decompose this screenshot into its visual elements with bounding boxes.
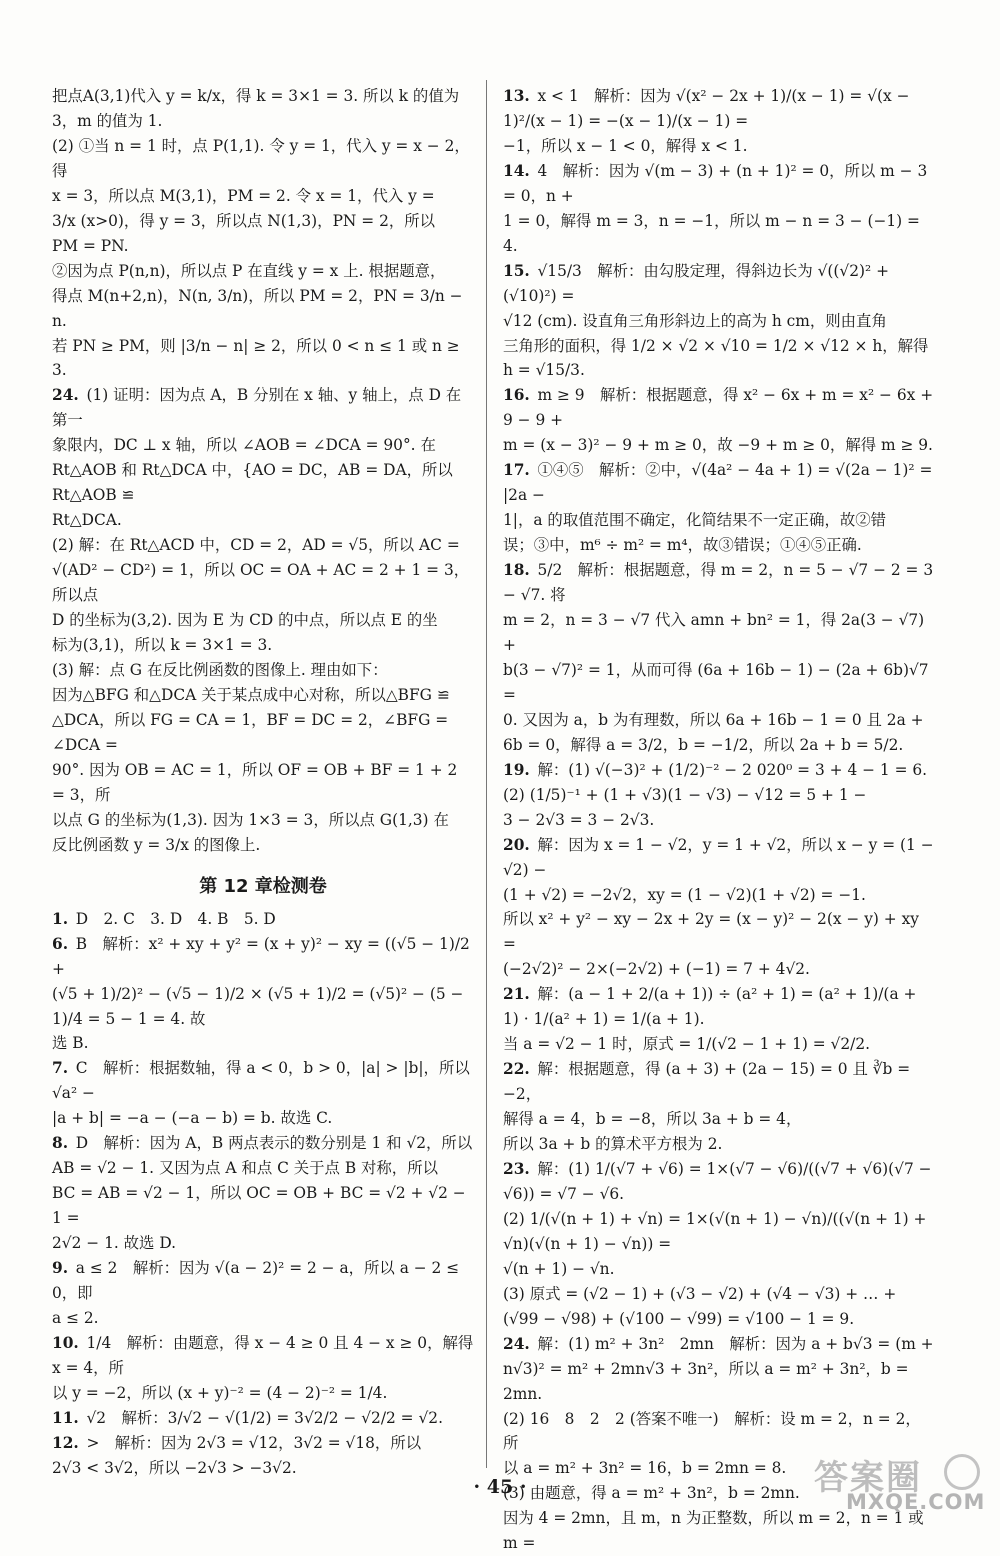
item-text: 5/2 解析：根据题意，得 m = 2，n = 5 − √7 − 2 = 3 − √7. 将 — [503, 561, 934, 605]
left-column — [52, 84, 474, 1481]
item-number: 21. — [503, 985, 530, 1004]
watermark-badge-icon — [944, 1454, 980, 1490]
text-line: h = √15/3. — [503, 361, 585, 380]
text-line: 标为(3,1)，所以 k = 3×1 = 3. — [52, 635, 273, 654]
item-text: 1/4 解析：由题意，得 x − 4 ≥ 0 且 4 − x ≥ 0，解得 x = 4，所 — [52, 1333, 474, 1377]
item-text: √2 解析：3/√2 − √(1/2) = 3√2/2 − √2/2 = √2. — [86, 1408, 443, 1427]
answer-item — [503, 259, 935, 309]
text-line: 1 = 0，解得 m = 3，n = −1，所以 m − n = 3 − (−1) = 4. — [503, 211, 920, 255]
item-number: 10. — [52, 1333, 79, 1352]
text-line: 因为 4 = 2mn，且 m，n 为正整数，所以 m = 2，n = 1 或 m = — [503, 1509, 924, 1553]
text-line: −1，所以 x − 1 < 0，解得 x < 1. — [503, 136, 748, 155]
answer-item — [52, 1331, 474, 1381]
text-line: 所以 x² + y² − xy − 2x + 2y = (x − y)² − 2(x − y) + xy = — [503, 910, 919, 954]
item-text: C 解析：根据数轴，得 a < 0，b > 0，|a| > |b|，所以 √a² − — [52, 1059, 470, 1103]
item-text: x < 1 解析：因为 √(x² − 2x + 1)/(x − 1) = √(x − 1)²/(x − 1) = −(x − 1)/(x − 1) = — [503, 87, 910, 130]
text-line: 3，m 的值为 1. — [52, 111, 163, 130]
answer-item — [52, 1131, 474, 1156]
item-number: 22. — [503, 1060, 530, 1079]
item-number: 12. — [52, 1433, 79, 1452]
text-line: D 的坐标为(3,2). 因为 E 为 CD 的中点，所以点 E 的坐 — [52, 611, 438, 630]
text-line: BC = AB = √2 − 1，所以 OC = OB + BC = √2 + √2 − 1 = — [52, 1184, 466, 1228]
text-line: m = 2，n = 3 − √7 代入 amn + bn² = 1，得 2a(3 − √7) + — [503, 611, 925, 654]
item-text: a ≤ 2 解析：因为 √(a − 2)² = 2 − a，所以 a − 2 ≤ 0，即 — [52, 1259, 460, 1302]
item-text: 解：因为 x = 1 − √2，y = 1 + √2，所以 x − y = (1 − √2) − — [503, 835, 934, 879]
text-line: ②因为点 P(n,n)，所以点 P 在直线 y = x 上. 根据题意， — [52, 261, 446, 280]
item-number: 13. — [503, 87, 530, 105]
text-line: (3) 解：点 G 在反比例函数的图像上. 理由如下： — [52, 660, 388, 679]
item-number: 17. — [503, 461, 530, 480]
answer-item — [503, 383, 935, 433]
answer-item — [503, 833, 935, 883]
text-line: 6b = 0，解得 a = 3/2，b = −1/2，所以 2a + b = 5/2. — [503, 735, 904, 754]
item-number: 16. — [503, 386, 530, 405]
item-number: 24. — [503, 1334, 530, 1353]
item-number: 6. — [52, 934, 69, 953]
item-text: > 解析：因为 2√3 = √12，3√2 = √18，所以 — [86, 1433, 422, 1452]
answer-item — [503, 458, 935, 508]
item-text: √15/3 解析：由勾股定理，得斜边长为 √((√2)² + (√10)²) = — [503, 261, 889, 305]
site-watermark — [806, 1450, 996, 1520]
text-line: 象限内，DC ⊥ x 轴，所以 ∠AOB = ∠DCA = 90°. 在 — [52, 436, 436, 455]
text-line: (2) 解：在 Rt△ACD 中，CD = 2，AD = √5，所以 AC = — [52, 536, 460, 555]
text-line: 当 a = √2 − 1 时，原式 = 1/(√2 − 1 + 1) = √2/2. — [503, 1035, 871, 1054]
item-text: 4 解析：因为 √(m − 3) + (n + 1)² = 0，所以 m − 3 = 0，n + — [503, 161, 928, 205]
item-text: B 解析：x² + xy + y² = (x + y)² − xy = ((√5 − 1)/2 + — [52, 934, 470, 978]
watermark-logo-text: 答案圈 — [814, 1458, 922, 1498]
text-line: 若 PN ≥ PM，则 |3/n − n| ≥ 2，所以 0 < n ≤ 1 或 n ≥ 3. — [52, 336, 460, 380]
text-line: b(3 − √7)² = 1，从而可得 (6a + 16b − 1) − (2a + 6b)√7 = — [503, 660, 929, 704]
item-number: 7. — [52, 1059, 69, 1078]
answer-item — [503, 1057, 935, 1107]
text-line: (2) 16 8 2 2 (答案不唯一) 解析：设 m = 2，n = 2，所 — [503, 1409, 921, 1453]
answer-item — [52, 907, 474, 932]
answer-item — [52, 1406, 474, 1431]
item-text: 解：(1) 1/(√7 + √6) = 1×(√7 − √6)/((√7 + √6)(√7 − √6)) = √7 − √6. — [503, 1159, 932, 1203]
answer-item — [52, 383, 474, 433]
item-text: ①④⑤ 解析：②中，√(4a² − 4a + 1) = √(2a − 1)² = |2a − — [503, 461, 933, 505]
item-number: 9. — [52, 1259, 69, 1278]
text-line: (√5 + 1)/2)² − (√5 − 1)/2 × (√5 + 1)/2 = (√5)² − (5 − 1)/4 = 5 − 1 = 4. 故 — [52, 984, 464, 1028]
item-number: 11. — [52, 1408, 79, 1427]
answer-item — [503, 1157, 935, 1207]
answer-item — [52, 1056, 474, 1106]
text-line: 90°. 因为 OB = AC = 1，所以 OF = OB + BF = 1 + 2 = 3，所 — [52, 760, 458, 804]
answer-item — [503, 758, 935, 783]
text-line: 1|，a 的取值范围不确定，化简结果不一定正确，故②错 — [503, 511, 887, 530]
item-text: 解：根据题意，得 (a + 3) + (2a − 15) = 0 且 ∛b = −2， — [503, 1060, 911, 1104]
text-line: 所以 3a + b 的算术平方根为 2. — [503, 1135, 723, 1154]
text-line: x = 3，所以点 M(3,1)，PM = 2. 令 x = 1，代入 y = — [52, 186, 435, 205]
answer-item — [52, 1256, 474, 1306]
item-number: 18. — [503, 561, 530, 580]
text-line: △DCA，所以 FG = CA = 1，BF = DC = 2，∠BFG = ∠DCA = — [52, 710, 449, 754]
item-number: 1. — [52, 909, 69, 928]
answer-item — [503, 84, 935, 134]
answer-item — [52, 932, 474, 982]
text-line: Rt△AOB 和 Rt△DCA 中，{AO = DC，AB = DA，所以 Rt△AOB ≌ — [52, 461, 453, 505]
text-line: (3) 由题意，得 a = m² + 3n²，b = 2mn. — [503, 1484, 800, 1503]
section-title: 第 12 章检测卷 — [199, 875, 327, 897]
text-line: 三角形的面积，得 1/2 × √2 × √10 = 1/2 × √12 × h，解得 — [503, 336, 929, 355]
item-text: m ≥ 9 解析：根据题意，得 x² − 6x + m = x² − 6x + 9 − 9 + — [503, 386, 934, 430]
item-text: D 解析：因为 A，B 两点表示的数分别是 1 和 √2，所以 — [75, 1134, 473, 1153]
text-line: 2√3 < 3√2，所以 −2√3 > −3√2. — [52, 1458, 297, 1477]
text-line: |a + b| = −a − (−a − b) = b. 故选 C. — [52, 1109, 333, 1128]
text-line: 3/x (x>0)，得 y = 3，所以点 N(1,3)，PN = 2，所以 — [52, 211, 436, 230]
item-number: 23. — [503, 1159, 530, 1178]
answer-item — [503, 982, 935, 1032]
answer-item — [503, 159, 935, 209]
right-column — [503, 84, 935, 1556]
text-line: 选 B. — [52, 1034, 89, 1053]
text-line: (3) 原式 = (√2 − 1) + (√3 − √2) + (√4 − √3) + … + — [503, 1284, 897, 1303]
text-line: 误；③中，m⁶ ÷ m² = m⁴，故③错误；①④⑤正确. — [503, 536, 862, 555]
page-number: · 45 · — [473, 1476, 527, 1498]
text-line: 3 − 2√3 = 3 − 2√3. — [503, 810, 655, 829]
text-line: √12 (cm). 设直角三角形斜边上的高为 h cm，则由直角 — [503, 311, 887, 330]
text-line: √(n + 1) − √n. — [503, 1259, 615, 1278]
item-number: 15. — [503, 261, 530, 280]
item-number: 24. — [52, 386, 79, 405]
text-line: 以点 G 的坐标为(1,3). 因为 1×3 = 3，所以点 G(1,3) 在 — [52, 810, 449, 829]
text-line: 以 y = −2，所以 (x + y)⁻² = (4 − 2)⁻² = 1/4. — [52, 1383, 388, 1402]
item-text: D 2. C 3. D 4. B 5. D — [75, 909, 276, 928]
text-line: AB = √2 − 1. 又因为点 A 和点 C 关于点 B 对称，所以 — [52, 1159, 438, 1178]
item-number: 8. — [52, 1134, 69, 1153]
text-line: 得点 M(n+2,n)，N(n, 3/n)，所以 PM = 2，PN = 3/n − n. — [52, 286, 463, 330]
item-text: 解：(1) √(−3)² + (1/2)⁻² − 2 020⁰ = 3 + 4 − 1 = 6. — [537, 760, 928, 779]
text-line: Rt△DCA. — [52, 511, 122, 530]
text-line: (1 + √2) = −2√2，xy = (1 − √2)(1 + √2) = −1. — [503, 885, 866, 904]
item-number: 20. — [503, 835, 530, 854]
text-line: 反比例函数 y = 3/x 的图像上. — [52, 835, 261, 854]
item-number: 19. — [503, 760, 530, 779]
item-text: 解：(a − 1 + 2/(a + 1)) ÷ (a² + 1) = (a² + 1)/(a + 1) · 1/(a² + 1) = 1/(a + 1). — [503, 985, 917, 1029]
text-line: (2) (1/5)⁻¹ + (1 + √3)(1 − √3) − √12 = 5 + 1 − — [503, 785, 867, 804]
column-divider — [486, 80, 487, 1468]
text-line: 0. 又因为 a，b 为有理数，所以 6a + 16b − 1 = 0 且 2a + — [503, 710, 924, 729]
text-line: PM = PN. — [52, 236, 129, 255]
item-text: (1) 证明：因为点 A，B 分别在 x 轴、y 轴上，点 D 在第一 — [52, 386, 462, 430]
answer-item — [52, 1431, 474, 1456]
text-line: 2√2 − 1. 故选 D. — [52, 1234, 177, 1253]
watermark-url: MXQE.COM — [846, 1490, 986, 1514]
answer-item — [503, 558, 935, 608]
item-text: 解：(1) m² + 3n² 2mn 解析：因为 a + b√3 = (m + — [537, 1334, 934, 1353]
text-line: n√3)² = m² + 2mn√3 + 3n²，所以 a = m² + 3n²，b = 2mn. — [503, 1359, 909, 1403]
text-line: 把点A(3,1)代入 y = k/x，得 k = 3×1 = 3. 所以 k 的值为 — [52, 87, 460, 105]
text-line: 解得 a = 4，b = −8，所以 3a + b = 4， — [503, 1110, 802, 1129]
text-line: (√99 − √98) + (√100 − √99) = √100 − 1 = 9. — [503, 1309, 855, 1328]
text-line: (2) ①当 n = 1 时，点 P(1,1). 令 y = 1，代入 y = x − 2，得 — [52, 136, 470, 180]
text-line: (2) 1/(√(n + 1) + √n) = 1×(√(n + 1) − √n)/((√(n + 1) + √n)(√(n + 1) − √n)) = — [503, 1209, 927, 1253]
text-line: 以 a = m² + 3n² = 16，b = 2mn = 8. — [503, 1459, 787, 1478]
text-line: m = (x − 3)² − 9 + m ≥ 0，故 −9 + m ≥ 0，解得 m ≥ 9. — [503, 436, 933, 455]
answer-item — [503, 1332, 935, 1357]
text-line: √(AD² − CD²) = 1，所以 OC = OA + AC = 2 + 1 = 3，所以点 — [52, 561, 470, 605]
text-line: (−2√2)² − 2×(−2√2) + (−1) = 7 + 4√2. — [503, 960, 810, 979]
text-line: 因为△BFG 和△DCA 关于某点成中心对称，所以△BFG ≌ — [52, 685, 450, 704]
item-number: 14. — [503, 161, 530, 180]
text-line: a ≤ 2. — [52, 1308, 99, 1327]
